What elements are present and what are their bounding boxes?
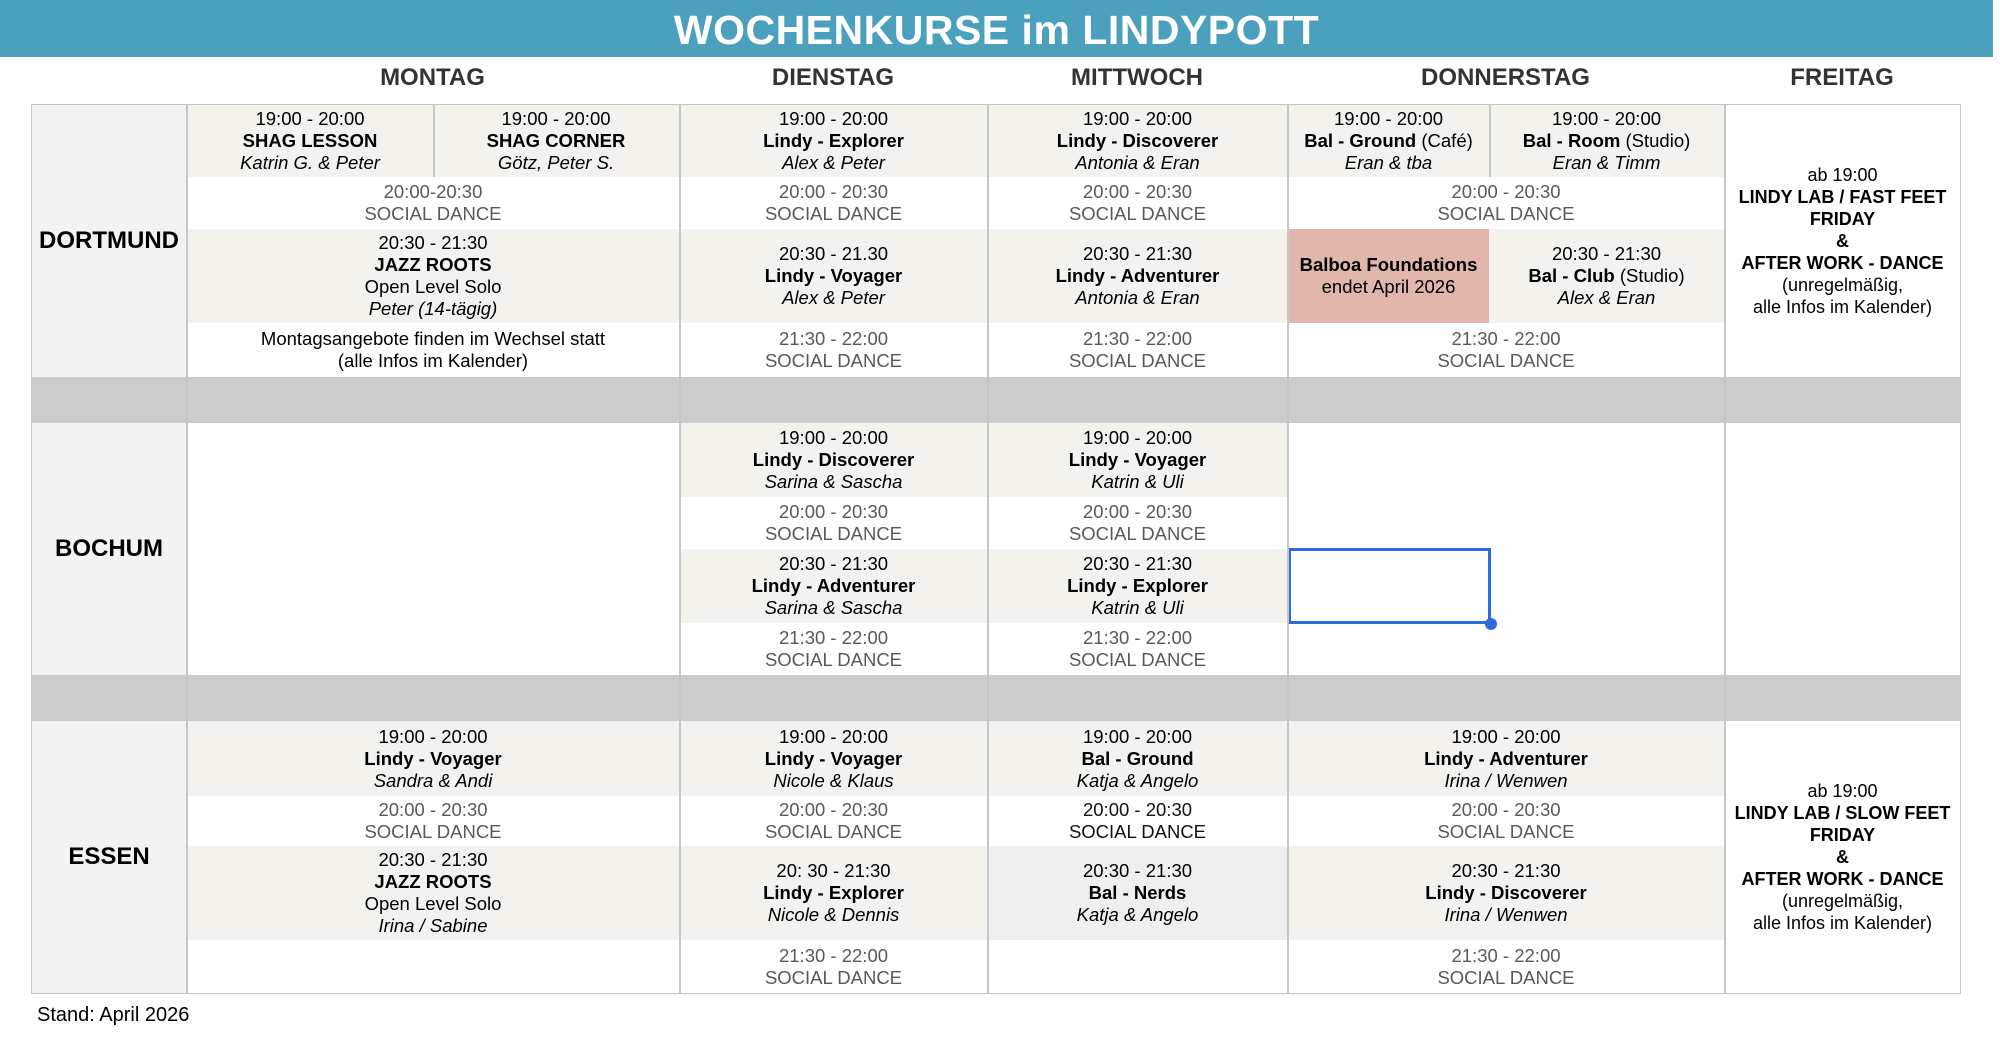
course-cell[interactable]	[680, 549, 987, 623]
course-teachers: Götz, Peter S.	[497, 152, 615, 173]
event-name: FRIDAY	[1809, 209, 1876, 229]
course-time: 19:00 - 20:00	[1333, 108, 1444, 129]
course-level: Open Level Solo	[364, 893, 502, 914]
course-time: 19:00 - 20:00	[1082, 427, 1193, 448]
social-time: 20:00 - 20:30	[1082, 799, 1193, 820]
social-time: 21:30 - 22:00	[1082, 328, 1193, 349]
event-note: alle Infos im Kalender)	[1752, 297, 1933, 317]
social-label: SOCIAL DANCE	[1437, 203, 1575, 224]
course-time: 20:30 - 21:30	[1082, 243, 1193, 264]
page-title: WOCHENKURSE im LINDYPOTT	[0, 0, 1993, 57]
empty-cell[interactable]	[187, 423, 679, 675]
event-note: (unregelmäßig,	[1781, 891, 1904, 911]
course-time: 19:00 - 20:00	[1451, 725, 1561, 747]
course-cell[interactable]	[680, 105, 987, 177]
course-name: Lindy - Adventurer	[1424, 747, 1588, 769]
social-label: SOCIAL DANCE	[764, 523, 903, 544]
social-time: 20:00 - 20:30	[1451, 799, 1561, 820]
column-divider	[679, 104, 681, 993]
course-name: Balboa Foundations	[1299, 254, 1478, 275]
social-label: SOCIAL DANCE	[1068, 649, 1207, 670]
social-time: 21:30 - 22:00	[778, 328, 889, 349]
course-cell[interactable]	[1288, 105, 1489, 177]
course-time: 19:00 - 20:00	[501, 108, 611, 129]
course-teachers: Irina / Wenwen	[1444, 904, 1568, 925]
event-ampersand: &	[1836, 847, 1849, 867]
course-cell[interactable]	[1288, 846, 1724, 940]
course-time: 20:30 - 21:30	[378, 232, 488, 253]
note-line: (alle Infos im Kalender)	[337, 350, 529, 371]
social-dance-cell[interactable]	[187, 796, 679, 846]
cell-selection-box[interactable]	[1288, 548, 1491, 624]
course-name: Lindy - Discoverer	[752, 449, 915, 470]
course-time: 20:30 - 21:30	[378, 849, 488, 870]
course-cell[interactable]	[1288, 721, 1724, 796]
course-name: Lindy - Voyager	[764, 265, 903, 286]
social-dance-cell[interactable]	[680, 623, 987, 675]
empty-cell[interactable]	[187, 940, 679, 993]
column-divider	[433, 105, 435, 177]
course-teachers: Alex & Peter	[782, 287, 885, 308]
social-label: SOCIAL DANCE	[764, 649, 903, 670]
day-header-tuesday: DIENSTAG	[771, 64, 895, 91]
course-name: Lindy - Voyager	[1068, 449, 1207, 470]
event-note: (unregelmäßig,	[1781, 275, 1904, 295]
course-teachers: Eran & Timm	[1552, 152, 1661, 173]
social-dance-cell[interactable]	[1288, 940, 1724, 993]
day-header-monday: MONTAG	[380, 64, 485, 91]
course-teachers: Nicole & Dennis	[767, 904, 900, 925]
social-dance-cell[interactable]	[988, 796, 1287, 846]
row-separator	[32, 675, 1960, 721]
social-dance-cell[interactable]	[680, 497, 987, 549]
course-cell[interactable]	[433, 105, 679, 177]
note-line: Montagsangebote finden im Wechsel statt	[260, 328, 606, 349]
social-dance-cell[interactable]	[1288, 796, 1724, 846]
course-time: 20:30 - 21:30	[1451, 860, 1561, 881]
social-dance-cell[interactable]	[1288, 177, 1724, 229]
social-dance-cell[interactable]	[680, 323, 987, 377]
course-name: Lindy - Explorer	[763, 130, 904, 151]
social-dance-cell[interactable]	[988, 497, 1287, 549]
social-label: SOCIAL DANCE	[1068, 523, 1207, 544]
column-divider	[186, 104, 188, 993]
course-time: 19:00 - 20:00	[1551, 108, 1662, 129]
course-note: endet April 2026	[1321, 276, 1456, 297]
event-name: LINDY LAB / SLOW FEET	[1734, 803, 1951, 823]
social-label: SOCIAL DANCE	[1437, 350, 1575, 371]
social-label: SOCIAL DANCE	[1068, 350, 1207, 371]
course-time: 20:30 - 21:30	[1082, 860, 1193, 881]
social-time: 21:30 - 22:00	[778, 944, 889, 966]
social-dance-cell[interactable]	[680, 796, 987, 846]
social-time: 20:00 - 20:30	[778, 501, 889, 522]
event-name: FRIDAY	[1809, 825, 1876, 845]
day-header-friday: FREITAG	[1790, 64, 1894, 91]
course-cell[interactable]	[187, 105, 433, 177]
course-name: Lindy - Voyager	[764, 747, 903, 769]
social-time: 21:30 - 22:00	[778, 627, 889, 648]
course-time: 20: 30 - 21:30	[776, 860, 891, 881]
social-time: 20:00 - 20:30	[1082, 501, 1193, 522]
selection-fill-handle[interactable]	[1485, 618, 1497, 630]
course-cell[interactable]	[680, 846, 987, 940]
course-time: 20:30 - 21:30	[778, 553, 889, 574]
course-name: Lindy - Explorer	[1067, 575, 1208, 596]
social-dance-cell[interactable]	[1288, 323, 1724, 377]
city-bochum: BOCHUM	[32, 423, 186, 675]
course-name: Lindy - Voyager	[364, 747, 502, 769]
course-teachers: Sarina & Sascha	[764, 597, 903, 618]
social-time: 21:30 - 22:00	[1451, 944, 1561, 966]
course-name: Lindy - Adventurer	[1055, 265, 1220, 286]
social-label: SOCIAL DANCE	[1437, 966, 1575, 988]
social-dance-cell[interactable]	[988, 623, 1287, 675]
course-teachers: Katrin G. & Peter	[240, 152, 380, 173]
course-cell[interactable]	[988, 229, 1287, 323]
event-note: alle Infos im Kalender)	[1752, 913, 1933, 933]
course-room: (Studio)	[1619, 265, 1685, 286]
course-level: Open Level Solo	[364, 276, 502, 297]
city-essen: ESSEN	[32, 721, 186, 993]
right-margin	[1993, 0, 2000, 1059]
social-time: 20:00 - 20:30	[778, 181, 889, 202]
course-name: Bal - Room	[1522, 130, 1621, 151]
course-teachers: Alex & Eran	[1557, 287, 1656, 308]
event-ampersand: &	[1836, 231, 1849, 251]
course-room: (Studio)	[1625, 130, 1691, 151]
social-time: 21:30 - 22:00	[1082, 627, 1193, 648]
course-time: 19:00 - 20:00	[778, 725, 889, 747]
social-time: 20:00-20:30	[383, 181, 483, 202]
social-time: 20:00 - 20:30	[778, 799, 889, 820]
column-divider	[1724, 104, 1726, 993]
course-name: Lindy - Discoverer	[1425, 882, 1587, 903]
social-time: 20:00 - 20:30	[1451, 181, 1561, 202]
row-separator	[32, 377, 1960, 423]
highlighted-course-cell[interactable]	[1288, 229, 1489, 323]
course-cell[interactable]	[187, 846, 679, 940]
course-teachers: Irina / Sabine	[378, 915, 488, 936]
course-time: 19:00 - 20:00	[1082, 725, 1193, 747]
course-cell[interactable]	[680, 721, 987, 796]
column-divider	[1489, 105, 1491, 177]
day-header-thursday: DONNERSTAG	[1421, 64, 1590, 91]
event-time: ab 19:00	[1807, 165, 1878, 185]
course-cell[interactable]	[1489, 105, 1724, 177]
social-dance-cell[interactable]	[988, 177, 1287, 229]
social-label: SOCIAL DANCE	[764, 350, 903, 371]
empty-cell[interactable]	[1725, 423, 1960, 675]
course-name: Lindy - Discoverer	[1056, 130, 1219, 151]
course-cell[interactable]	[680, 229, 987, 323]
course-teachers: Sarina & Sascha	[764, 471, 903, 492]
course-cell[interactable]	[988, 105, 1287, 177]
course-time: 19:00 - 20:00	[778, 427, 889, 448]
friday-event-cell[interactable]	[1725, 721, 1960, 993]
course-cell[interactable]	[988, 549, 1287, 623]
social-label: SOCIAL DANCE	[764, 966, 903, 988]
day-header-wednesday: MITTWOCH	[1071, 64, 1203, 91]
course-cell[interactable]	[187, 229, 679, 323]
course-time: 19:00 - 20:00	[255, 108, 365, 129]
course-teachers: Katrin & Uli	[1091, 597, 1184, 618]
course-teachers: Nicole & Klaus	[773, 769, 894, 791]
social-label: SOCIAL DANCE	[364, 203, 502, 224]
event-name: LINDY LAB / FAST FEET	[1738, 187, 1947, 207]
social-time: 20:00 - 20:30	[1082, 181, 1193, 202]
social-label: SOCIAL DANCE	[1068, 203, 1207, 224]
course-time: 20:30 - 21:30	[1082, 553, 1193, 574]
course-teachers: Katrin & Uli	[1091, 471, 1184, 492]
course-cell[interactable]	[1489, 229, 1724, 323]
social-dance-cell[interactable]	[680, 940, 987, 993]
course-teachers: Irina / Wenwen	[1444, 769, 1568, 791]
course-name: SHAG CORNER	[486, 130, 626, 151]
social-dance-cell[interactable]	[988, 323, 1287, 377]
city-dortmund: DORTMUND	[32, 105, 186, 377]
course-name: Bal - Ground	[1304, 130, 1417, 151]
course-name: JAZZ ROOTS	[374, 871, 492, 892]
info-note-cell[interactable]	[187, 323, 679, 377]
course-room: (Café)	[1421, 130, 1473, 151]
course-name: Lindy - Adventurer	[751, 575, 916, 596]
course-teachers: Alex & Peter	[782, 152, 885, 173]
course-name: Bal - Nerds	[1088, 882, 1187, 903]
social-label: SOCIAL DANCE	[1068, 821, 1207, 842]
course-teachers: Katja & Angelo	[1076, 904, 1199, 925]
event-name: AFTER WORK - DANCE	[1741, 869, 1944, 889]
course-name: Bal - Club	[1528, 265, 1615, 286]
course-teachers: Peter (14-tägig)	[368, 298, 498, 319]
social-dance-cell[interactable]	[187, 177, 679, 229]
social-label: SOCIAL DANCE	[764, 821, 903, 842]
course-cell[interactable]	[680, 423, 987, 497]
course-teachers: Sandra & Andi	[373, 769, 493, 791]
social-dance-cell[interactable]	[680, 177, 987, 229]
column-divider	[1287, 104, 1289, 993]
social-label: SOCIAL DANCE	[364, 821, 502, 842]
course-time: 19:00 - 20:00	[778, 108, 889, 129]
course-cell[interactable]	[988, 846, 1287, 940]
column-divider	[987, 104, 989, 993]
empty-cell[interactable]	[988, 940, 1287, 993]
footer-status: Stand: April 2026	[37, 1004, 190, 1026]
event-name: AFTER WORK - DANCE	[1741, 253, 1944, 273]
course-name: SHAG LESSON	[242, 130, 378, 151]
course-teachers: Katja & Angelo	[1076, 769, 1199, 791]
course-cell[interactable]	[187, 721, 679, 796]
social-time: 20:00 - 20:30	[378, 799, 488, 820]
social-label: SOCIAL DANCE	[764, 203, 903, 224]
course-name: JAZZ ROOTS	[374, 254, 492, 275]
social-time: 21:30 - 22:00	[1451, 328, 1561, 349]
course-time: 20:30 - 21.30	[778, 243, 889, 264]
course-time: 19:00 - 20:00	[378, 725, 488, 747]
course-time: 20:30 - 21:30	[1551, 243, 1662, 264]
course-time: 19:00 - 20:00	[1082, 108, 1193, 129]
course-teachers: Antonia & Eran	[1075, 152, 1200, 173]
event-time: ab 19:00	[1807, 781, 1878, 801]
social-label: SOCIAL DANCE	[1437, 821, 1575, 842]
course-teachers: Eran & tba	[1344, 152, 1433, 173]
course-teachers: Antonia & Eran	[1075, 287, 1200, 308]
friday-event-cell[interactable]	[1725, 105, 1960, 377]
course-cell[interactable]	[988, 721, 1287, 796]
course-cell[interactable]	[988, 423, 1287, 497]
course-name: Lindy - Explorer	[763, 882, 904, 903]
course-name: Bal - Ground	[1081, 747, 1194, 769]
